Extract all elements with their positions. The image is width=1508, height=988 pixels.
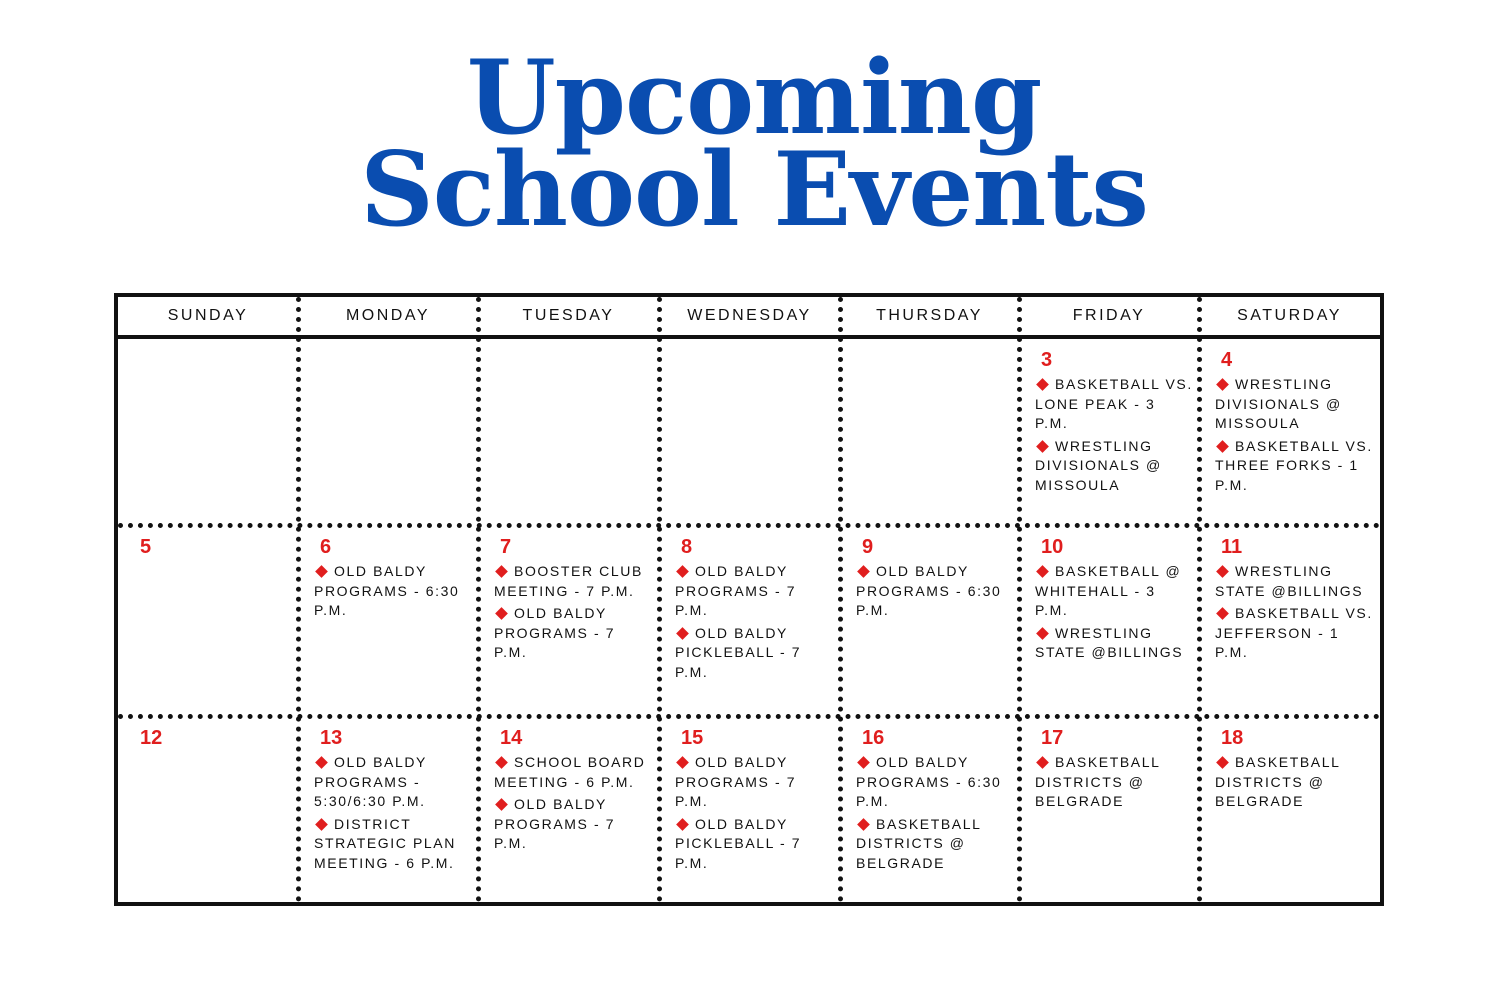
diamond-bullet-icon bbox=[857, 756, 870, 769]
day-number: 3 bbox=[1041, 349, 1053, 371]
event-text: OLD BALDY PICKLEBALL - 7 P.M. bbox=[675, 624, 802, 680]
event-item bbox=[856, 753, 1013, 812]
calendar-day-cell bbox=[842, 717, 1019, 902]
day-header-saturday: SATURDAY bbox=[1237, 307, 1342, 324]
diamond-bullet-icon bbox=[495, 756, 508, 769]
event-text: OLD BALDY PROGRAMS - 6:30 P.M. bbox=[856, 754, 1002, 809]
event-text: WRESTLING DIVISIONALS @ MISSOULA bbox=[1035, 437, 1162, 493]
event-item bbox=[856, 562, 1013, 621]
calendar-day-cell bbox=[300, 526, 478, 717]
event-item bbox=[856, 815, 1013, 874]
diamond-bullet-icon bbox=[1036, 440, 1049, 453]
diamond-bullet-icon bbox=[1216, 378, 1229, 391]
diamond-bullet-icon bbox=[495, 798, 508, 811]
event-text: BOOSTER CLUB MEETING - 7 P.M. bbox=[494, 563, 643, 599]
event-text: OLD BALDY PROGRAMS - 5:30/6:30 P.M. bbox=[314, 754, 427, 809]
event-text: BASKETBALL VS. JEFFERSON - 1 P.M. bbox=[1215, 605, 1373, 660]
diamond-bullet-icon bbox=[1216, 607, 1229, 620]
event-text: SCHOOL BOARD MEETING - 6 P.M. bbox=[494, 754, 646, 790]
event-text: OLD BALDY PROGRAMS - 7 P.M. bbox=[494, 605, 616, 660]
calendar-day-cell bbox=[1021, 339, 1199, 526]
calendar-day-cell bbox=[1021, 717, 1199, 902]
day-number: 8 bbox=[681, 536, 693, 558]
diamond-bullet-icon bbox=[1036, 627, 1049, 640]
diamond-bullet-icon bbox=[1036, 565, 1049, 578]
title-line-1: Upcoming bbox=[466, 38, 1042, 158]
calendar-day-cell bbox=[480, 339, 659, 526]
event-text: OLD BALDY PROGRAMS - 6:30 P.M. bbox=[314, 563, 460, 618]
calendar-day-cell bbox=[1021, 526, 1199, 717]
diamond-bullet-icon bbox=[1216, 440, 1229, 453]
diamond-bullet-icon bbox=[676, 565, 689, 578]
diamond-bullet-icon bbox=[676, 627, 689, 640]
event-item bbox=[1035, 562, 1193, 621]
day-header-tuesday: TUESDAY bbox=[522, 307, 615, 324]
day-number: 5 bbox=[140, 536, 152, 558]
day-number: 7 bbox=[500, 536, 512, 558]
diamond-bullet-icon bbox=[315, 756, 328, 769]
event-text: BASKETBALL @ WHITEHALL - 3 P.M. bbox=[1035, 563, 1182, 618]
day-number: 9 bbox=[862, 536, 874, 558]
event-item bbox=[675, 815, 834, 874]
day-header-wednesday: WEDNESDAY bbox=[687, 307, 812, 324]
event-text: OLD BALDY PROGRAMS - 7 P.M. bbox=[494, 796, 616, 851]
day-header-sunday: SUNDAY bbox=[167, 307, 249, 324]
calendar-day-cell bbox=[1201, 717, 1380, 902]
event-item bbox=[675, 624, 834, 683]
event-text: WRESTLING DIVISIONALS @ MISSOULA bbox=[1215, 376, 1342, 431]
day-number: 13 bbox=[320, 727, 343, 749]
calendar-day-cell bbox=[1201, 339, 1380, 526]
event-item bbox=[1215, 604, 1374, 663]
diamond-bullet-icon bbox=[495, 607, 508, 620]
day-number: 6 bbox=[320, 536, 332, 558]
diamond-bullet-icon bbox=[857, 565, 870, 578]
diamond-bullet-icon bbox=[315, 565, 328, 578]
day-number: 17 bbox=[1041, 727, 1064, 749]
event-text: BASKETBALL DISTRICTS @ BELGRADE bbox=[856, 815, 981, 871]
diamond-bullet-icon bbox=[676, 756, 689, 769]
day-number: 10 bbox=[1041, 536, 1064, 558]
calendar-day-cell bbox=[480, 717, 659, 902]
calendar-day-cell bbox=[120, 717, 298, 902]
diamond-bullet-icon bbox=[1036, 756, 1049, 769]
day-header-monday: MONDAY bbox=[345, 307, 431, 324]
event-text: BASKETBALL DISTRICTS @ BELGRADE bbox=[1035, 754, 1160, 809]
title-line-2: School Events bbox=[360, 130, 1148, 250]
event-item bbox=[1035, 753, 1193, 812]
event-item bbox=[1215, 753, 1374, 812]
event-item bbox=[314, 815, 472, 874]
day-number: 15 bbox=[681, 727, 704, 749]
day-number: 4 bbox=[1221, 349, 1233, 371]
event-text: WRESTLING STATE @BILLINGS bbox=[1215, 563, 1364, 599]
diamond-bullet-icon bbox=[676, 818, 689, 831]
day-header-friday: FRIDAY bbox=[1072, 307, 1146, 324]
event-item bbox=[1215, 562, 1374, 601]
diamond-bullet-icon bbox=[315, 818, 328, 831]
calendar-day-cell bbox=[661, 717, 840, 902]
calendar-day-cell bbox=[661, 526, 840, 717]
event-item bbox=[494, 795, 653, 854]
event-item bbox=[675, 753, 834, 812]
calendar-day-cell bbox=[480, 526, 659, 717]
calendar-day-cell bbox=[842, 339, 1019, 526]
calendar-grid bbox=[114, 293, 1384, 906]
event-item bbox=[1035, 437, 1193, 496]
event-text: DISTRICT STRATEGIC PLAN MEETING - 6 P.M. bbox=[314, 815, 456, 871]
calendar-day-cell bbox=[120, 526, 298, 717]
calendar-day-cell bbox=[120, 339, 298, 526]
event-text: BASKETBALL VS. LONE PEAK - 3 P.M. bbox=[1035, 376, 1193, 431]
day-number: 16 bbox=[862, 727, 885, 749]
event-text: OLD BALDY PICKLEBALL - 7 P.M. bbox=[675, 815, 802, 871]
calendar-day-cell bbox=[300, 339, 478, 526]
diamond-bullet-icon bbox=[1216, 756, 1229, 769]
calendar-day-cell bbox=[842, 526, 1019, 717]
day-number: 12 bbox=[140, 727, 163, 749]
diamond-bullet-icon bbox=[857, 818, 870, 831]
event-item bbox=[494, 604, 653, 663]
event-item bbox=[1035, 624, 1193, 663]
diamond-bullet-icon bbox=[1216, 565, 1229, 578]
day-number: 18 bbox=[1221, 727, 1244, 749]
event-item bbox=[494, 753, 653, 792]
event-text: WRESTLING STATE @BILLINGS bbox=[1035, 624, 1184, 660]
event-item bbox=[314, 753, 472, 812]
day-header-thursday: THURSDAY bbox=[876, 307, 983, 324]
diamond-bullet-icon bbox=[495, 565, 508, 578]
day-number: 14 bbox=[500, 727, 523, 749]
event-text: OLD BALDY PROGRAMS - 7 P.M. bbox=[675, 754, 797, 809]
event-text: OLD BALDY PROGRAMS - 6:30 P.M. bbox=[856, 563, 1002, 618]
event-item bbox=[314, 562, 472, 621]
event-item bbox=[1215, 437, 1374, 496]
calendar-day-cell bbox=[300, 717, 478, 902]
event-text: BASKETBALL DISTRICTS @ BELGRADE bbox=[1215, 754, 1340, 809]
calendar-day-cell bbox=[661, 339, 840, 526]
calendar-day-cell bbox=[1201, 526, 1380, 717]
event-text: BASKETBALL VS. THREE FORKS - 1 P.M. bbox=[1215, 437, 1373, 493]
event-item bbox=[494, 562, 653, 601]
diamond-bullet-icon bbox=[1036, 378, 1049, 391]
page-title bbox=[0, 38, 1508, 250]
event-item bbox=[1215, 375, 1374, 434]
day-number: 11 bbox=[1221, 536, 1243, 558]
event-text: OLD BALDY PROGRAMS - 7 P.M. bbox=[675, 563, 797, 618]
event-item bbox=[1035, 375, 1193, 434]
event-item bbox=[675, 562, 834, 621]
